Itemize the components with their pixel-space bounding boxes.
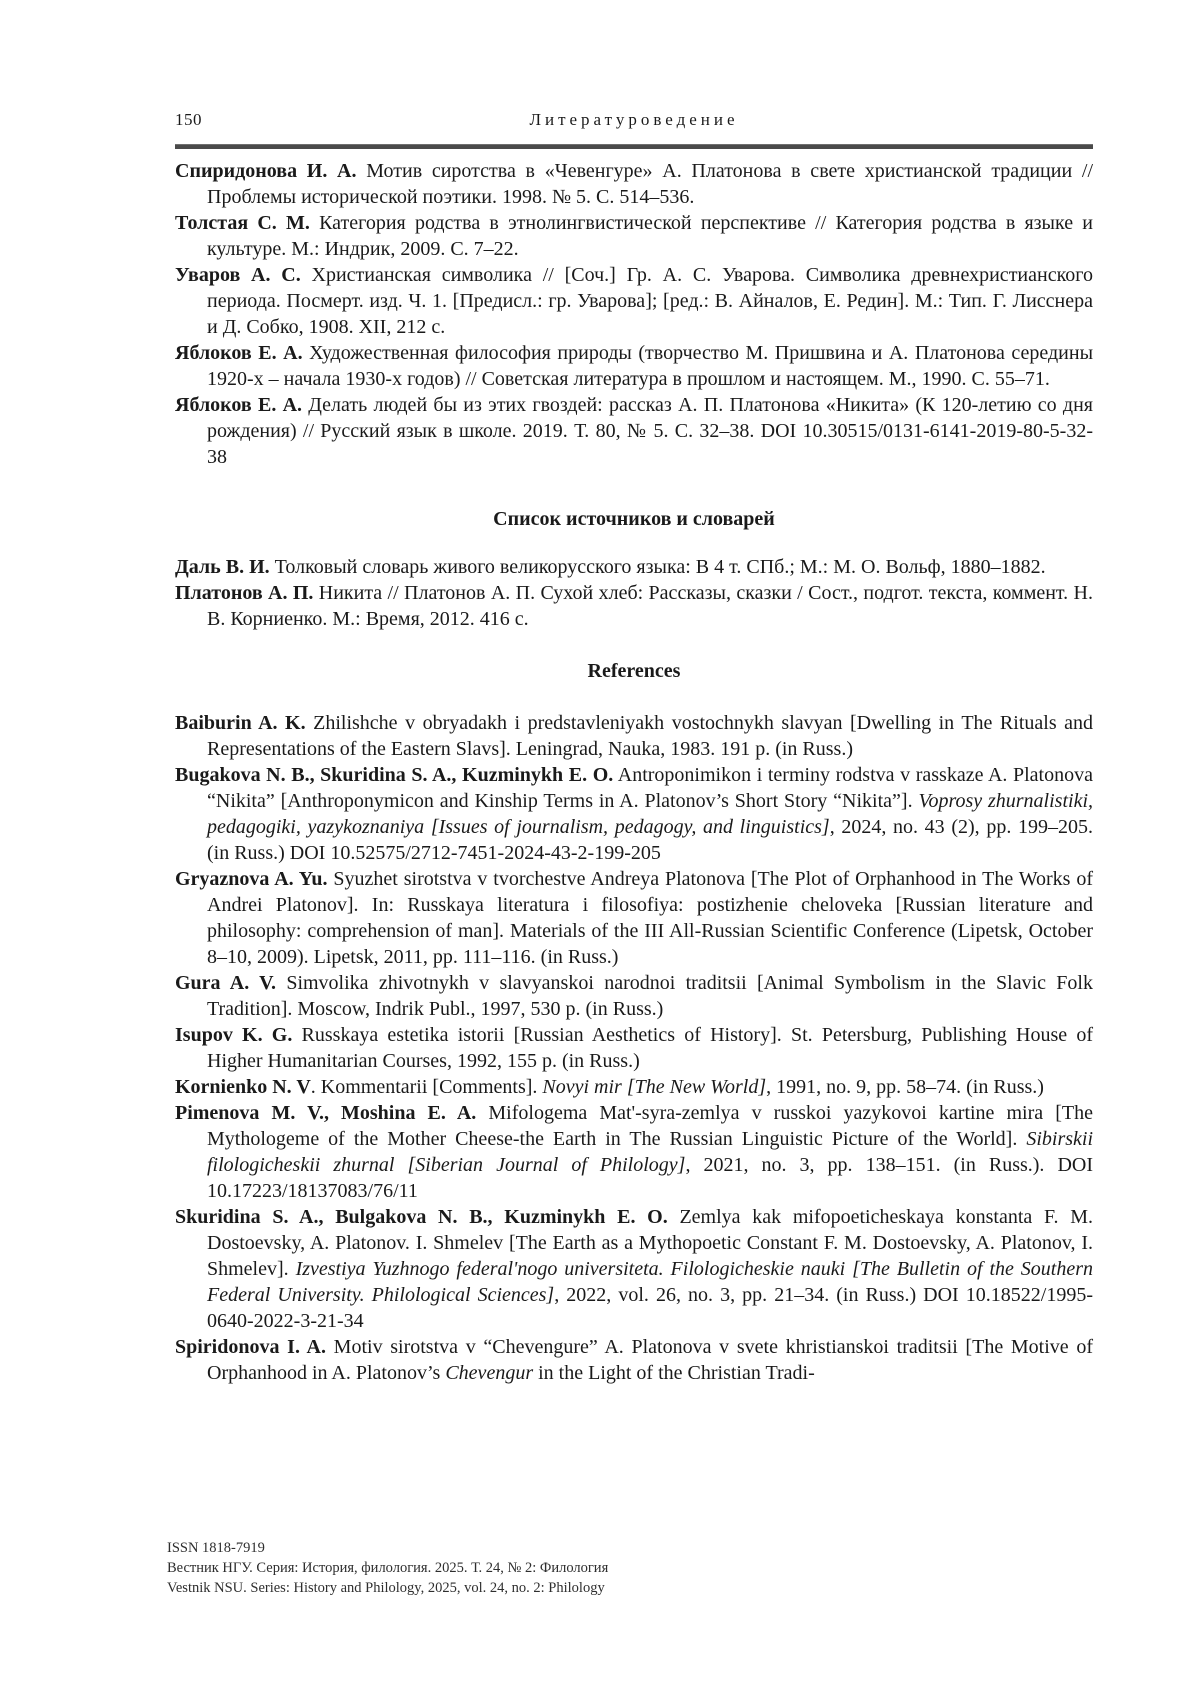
reference-entry: Платонов А. П. Никита // Платонов А. П. Сухой хлеб: Рассказы, сказки / Сост., подгот. текста, коммент. Н. В. Корниенко. М.: Время, 2012. 416 с. (175, 582, 1093, 630)
footer-issn: ISSN 1818-7919 (167, 1540, 265, 1556)
section-bibliography-russian (175, 158, 1093, 470)
reference-entry: Isupov K. G. Russkaya estetika istorii [Russian Aesthetics of History]. St. Petersburg, Publishing House of Higher Humanitarian Courses, 1992, 155 p. (in Russ.) (175, 1024, 1093, 1072)
reference-entry: Spiridonova I. A. Motiv sirotstva v “Chevengure” A. Platonova v svete khristianskoi traditsii [The Motive of Orphanhood in A. Platonov’s Chevengur in the Light of the Christian Tradi- (175, 1336, 1093, 1384)
reference-entry: Спиридонова И. А. Мотив сиротства в «Чевенгуре» А. Платонова в свете христианской традиции // Проблемы исторической поэтики. 1998. № 5. С. 514–536. (175, 160, 1093, 208)
reference-entry: Даль В. И. Толковый словарь живого великорусского языка: В 4 т. СПб.; М.: М. О. Вольф, 1880–1882. (175, 556, 1046, 578)
page-footer (167, 1538, 1085, 1598)
reference-entry: Bugakova N. B., Skuridina S. A., Kuzminykh E. O. Antroponimikon i terminy rodstva v rasskaze A. Platonova “Nikita” [Anthroponymicon and Kinship Terms in A. Platonov’s Short Story “Nikita”]. Voprosy zhurnalistiki, pedagogiki, yazykoznaniya [Issues of journalism, pedagogy, and linguistics], 2024, no. 43 (2), pp. 199–205. (in Russ.) DOI 10.52575/2712-7451-2024-43-2-199-205 (175, 764, 1094, 864)
section-heading-sources: Список источников и словарей (493, 508, 775, 530)
footer-journal-ru: Вестник НГУ. Серия: История, филология. 2025. Т. 24, № 2: Филология (167, 1560, 609, 1576)
reference-entry: Gura A. V. Simvolika zhivotnykh v slavyanskoi narodnoi traditsii [Animal Symbolism in the Slavic Folk Tradition]. Moscow, Indrik Publ., 1997, 530 p. (in Russ.) (175, 972, 1093, 1020)
footer-journal-en: Vestnik NSU. Series: History and Philology, 2025, vol. 24, no. 2: Philology (167, 1580, 605, 1596)
section-references-english (175, 710, 1093, 1386)
references-content (175, 158, 1093, 1386)
reference-entry: Яблоков Е. А. Делать людей бы из этих гвоздей: рассказ А. П. Платонова «Никита» (К 120-летию со дня рождения) // Русский язык в школе. 2019. Т. 80, № 5. С. 32–38. DOI 10.30515/0131-6141-2019-80-5-32-38 (175, 394, 1093, 468)
reference-entry: Уваров А. С. Христианская символика // [Соч.] Гр. А. С. Уварова. Символика древнехристианского периода. Посмерт. изд. Ч. 1. [Предисл.: гр. Уварова]; [ред.: В. Айналов, Е. Редин]. М.: Тип. Г. Лисснера и Д. Собко, 1908. XII, 212 с. (175, 264, 1093, 338)
reference-entry: Яблоков Е. А. Художественная философия природы (творчество М. Пришвина и А. Платонова середины 1920-х – начала 1930-х годов) // Советская литература в прошлом и настоящем. М., 1990. С. 55–71. (175, 342, 1094, 390)
reference-entry: Baiburin A. K. Zhilishche v obryadakh i predstavleniyakh vostochnykh slavyan [Dwelling in The Rituals and Representations of the Eastern Slavs]. Leningrad, Nauka, 1983. 191 p. (in Russ.) (175, 712, 1093, 760)
reference-entry: Pimenova M. V., Moshina E. A. Mifologema Mat'-syra-zemlya v russkoi yazykovoi kartine mira [The Mythologeme of the Mother Cheese-the Earth in The Russian Linguistic Picture of the World]. Sibirskii filologicheskii zhurnal [Siberian Journal of Philology], 2021, no. 3, pp. 138–151. (in Russ.). DOI 10.17223/18137083/76/11 (175, 1102, 1093, 1202)
running-head: Литературоведение (529, 110, 739, 129)
reference-entry: Skuridina S. A., Bulgakova N. B., Kuzminykh E. O. Zemlya kak mifopoeticheskaya konstanta F. M. Dostoevsky, A. Platonov. I. Shmelev [The Earth as a Mythopoetic Constant F. M. Dostoevsky, A. Platonov, I. Shmelev]. Izvestiya Yuzhnogo federal'nogo universiteta. Filologicheskie nauki [The Bulletin of the Southern Federal University. Philological Sciences], 2022, vol. 26, no. 3, pp. 21–34. (in Russ.) DOI 10.18522/1995-0640-2022-3-21-34 (175, 1206, 1093, 1332)
reference-entry: Толстая С. М. Категория родства в этнолингвистической перспективе // Категория родства в языке и культуре. М.: Индрик, 2009. С. 7–22. (175, 212, 1093, 260)
page-number: 150 (175, 110, 202, 129)
reference-entry: Kornienko N. V. Kommentarii [Comments]. Novyi mir [The New World], 1991, no. 9, pp. 58–74. (in Russ.) (175, 1076, 1044, 1098)
section-sources-dictionaries (175, 554, 1093, 632)
section-heading-references: References (587, 660, 681, 682)
reference-entry: Gryaznova A. Yu. Syuzhet sirotstva v tvorchestve Andreya Platonova [The Plot of Orphanhood in The Works of Andrei Platonov]. In: Russkaya literatura i filosofiya: postizhenie cheloveka [Russian literature and philosophy: comprehension of man]. Materials of the III All-Russian Scientific Conference (Lipetsk, October 8–10, 2009). Lipetsk, 2011, pp. 111–116. (in Russ.) (175, 868, 1093, 968)
header-rule (175, 144, 1093, 149)
page-header (175, 106, 1093, 140)
